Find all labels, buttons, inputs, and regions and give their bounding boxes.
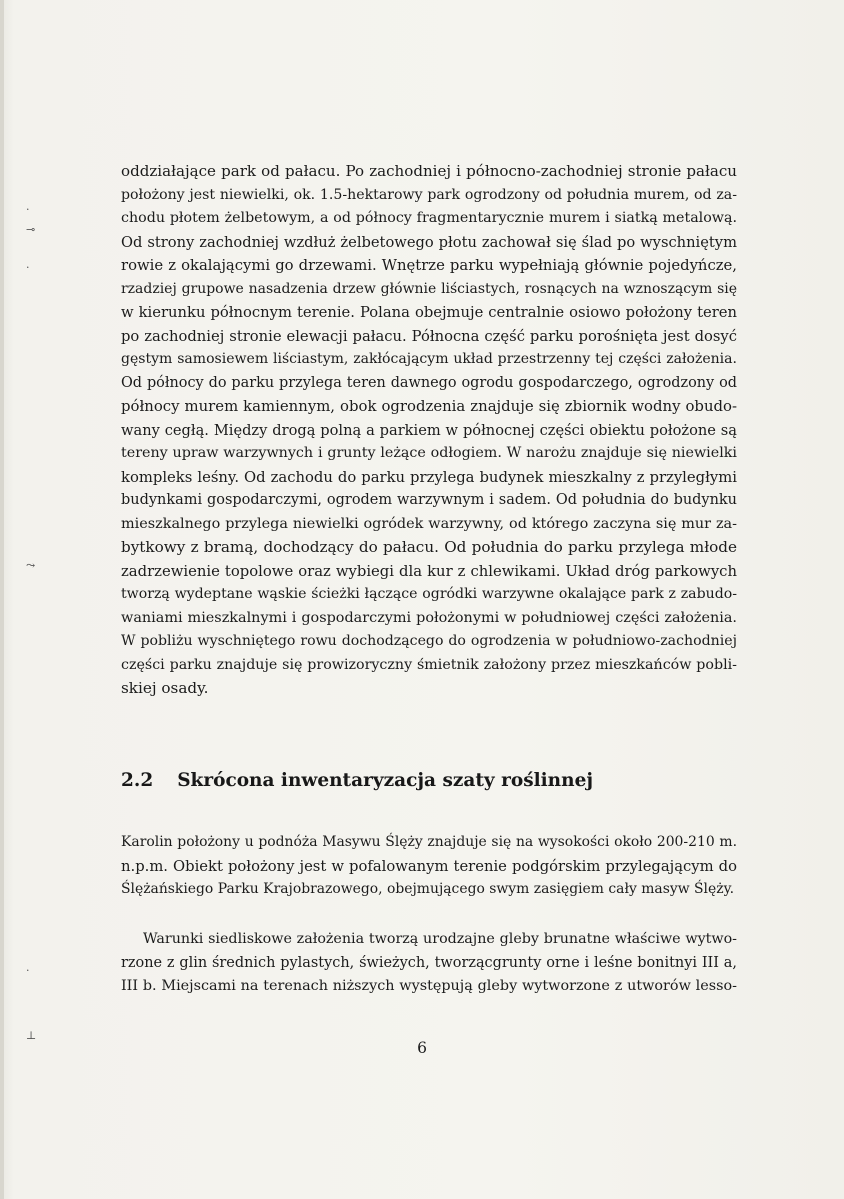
text-line: Od strony zachodniej wzdłuż żelbetowego płotu zachował się ślad po wyschniętym — [121, 233, 737, 251]
text-line: gęstym samosiewem liściastym, zakłócającym układ przestrzenny tej części założenia. — [121, 351, 737, 367]
text-line: Od północy do parku przylega teren dawnego ogrodu gospodarczego, ogrodzony od — [121, 374, 737, 391]
text-line: wany cegłą. Między drogą polną a parkiem w północnej części obiektu położone są — [121, 421, 737, 439]
text-line: części parku znajduje się prowizoryczny śmietnik założony przez mieszkańców pobli- — [121, 656, 737, 673]
text-line: rzadziej grupowe nasadzenia drzew głównie liściastych, rosnących na wznoszącym się — [121, 280, 737, 297]
margin-tick: ⊸ — [26, 223, 36, 236]
scan-edge — [0, 0, 4, 1199]
text-line: mieszkalnego przylega niewielki ogródek warzywny, od którego zaczyna się mur za- — [121, 515, 737, 532]
text-line: skiej osady. — [121, 679, 209, 697]
text-line: zadrzewienie topolowe oraz wybiegi dla kur z chlewikami. Układ dróg parkowych — [121, 562, 737, 580]
text-line: Karolin położony u podnóża Masywu Ślęży znajduje się na wysokości około 200-210 m. — [121, 834, 737, 850]
text-line: tworzą wydeptane wąskie ścieżki łączące ogródki warzywne okalające park z zabudo- — [121, 586, 737, 602]
paragraph-soil-conditions — [121, 928, 737, 999]
text-line: położony jest niewielki, ok. 1.5-hektarowy park ogrodzony od południa murem, od za- — [121, 186, 737, 203]
margin-dot: · — [26, 261, 30, 274]
text-line: oddziałające park od pałacu. Po zachodniej i północno-zachodniej stronie pałacu — [121, 162, 737, 180]
text-line: chodu płotem żelbetowym, a od północy fragmentarycznie murem i siatką metalową. — [121, 210, 737, 226]
text-line: rowie z okalającymi go drzewami. Wnętrze parku wypełniają głównie pojedyńcze, — [121, 257, 737, 274]
text-line: w kierunku północnym terenie. Polana obejmuje centralnie osiowo położony teren — [121, 304, 737, 321]
paragraph-park-description — [121, 160, 737, 701]
paragraph-location — [121, 831, 737, 902]
text-line: W pobliżu wyschniętego rowu dochodzącego do ogrodzenia w południowo-zachodniej — [121, 633, 737, 649]
section-heading — [121, 768, 593, 794]
text-line: waniami mieszkalnymi i gospodarczymi położonymi w południowej części założenia. — [121, 609, 737, 626]
text-line: po zachodniej stronie elewacji pałacu. Północna część parku porośnięta jest dosyć — [121, 327, 737, 345]
section-number: 2.2 — [121, 770, 154, 791]
margin-tick: ⊥ — [26, 1029, 37, 1042]
text-line: n.p.m. Obiekt położony jest w pofalowanym terenie podgórskim przylegającym do — [121, 857, 737, 875]
section-title: Skrócona inwentaryzacja szaty roślinnej — [177, 770, 594, 791]
margin-dot: · — [26, 203, 30, 216]
text-line: rzone z glin średnich pylastych, świeżych, tworzącgrunty orne i leśne bonitnyi III a, — [121, 954, 737, 971]
text-line: Ślężańskiego Parku Krajobrazowego, obejmującego swym zasięgiem cały masyw Ślęży. — [121, 881, 734, 897]
text-line: tereny upraw warzywnych i grunty leżące odłogiem. W narożu znajduje się niewielki — [121, 445, 737, 461]
text-line: Warunki siedliskowe założenia tworzą urodzajne gleby brunatne właściwe wytwo- — [143, 931, 737, 947]
text-line: kompleks leśny. Od zachodu do parku przylega budynek mieszkalny z przyległymi — [121, 468, 737, 486]
page-number: 6 — [417, 1039, 427, 1057]
text-line: III b. Miejscami na terenach niższych występują gleby wytworzone z utworów lesso- — [121, 978, 737, 994]
text-line: północy murem kamiennym, obok ogrodzenia znajduje się zbiornik wodny obudo- — [121, 397, 737, 415]
margin-tick: ⤳ — [26, 559, 36, 572]
text-line: budynkami gospodarczymi, ogrodem warzywnym i sadem. Od południa do budynku — [121, 492, 737, 508]
text-line: bytkowy z bramą, dochodzący do pałacu. Od południa do parku przylega młode — [121, 538, 737, 556]
margin-dot: · — [26, 964, 30, 977]
